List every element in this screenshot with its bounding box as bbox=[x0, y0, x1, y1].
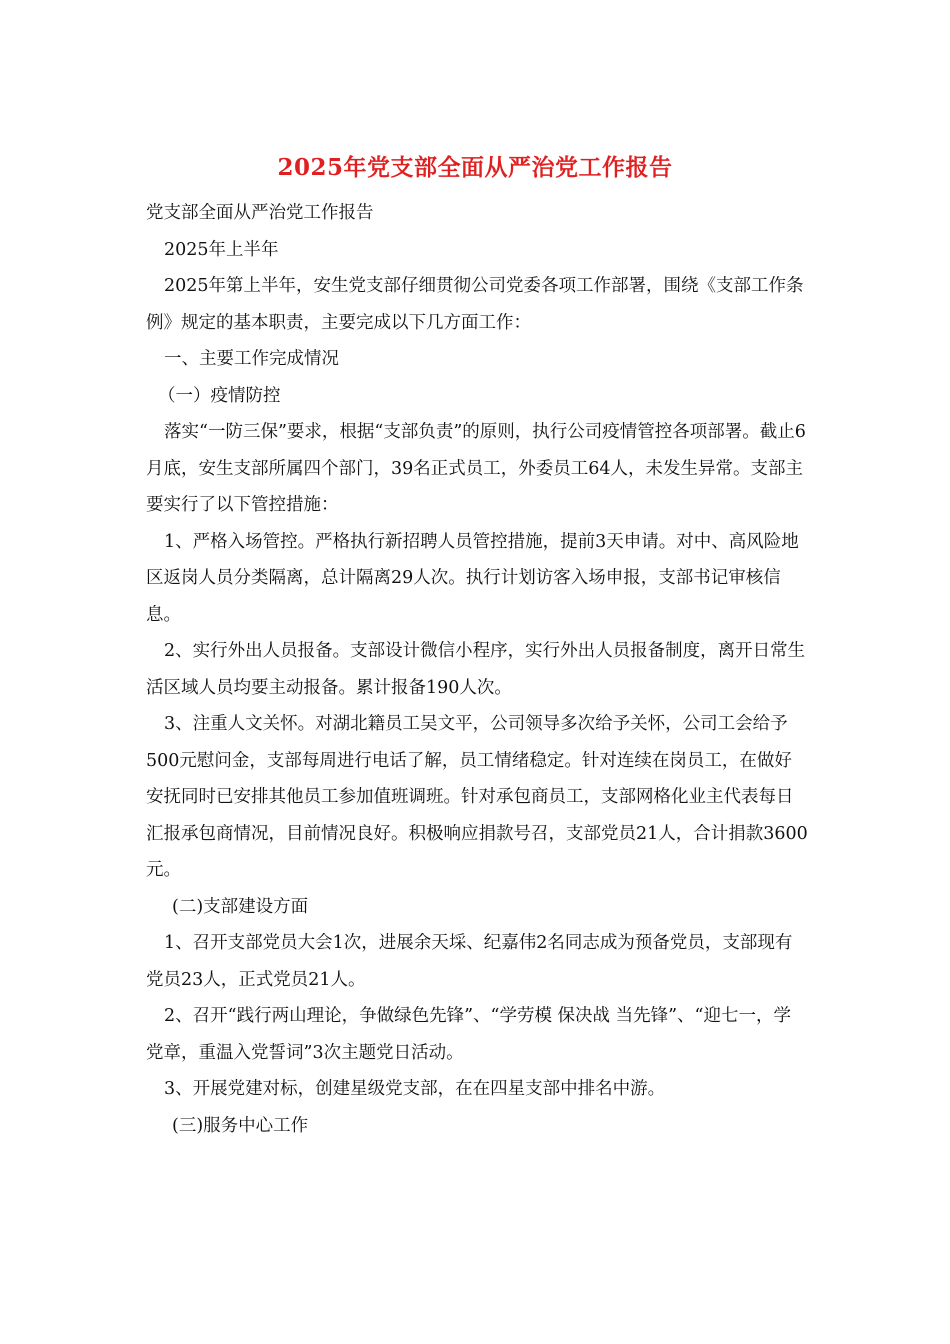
paragraph-building-2: 2、召开“践行两山理论，争做绿色先锋”、“学劳模 保决战 当先锋”、“迎七一，学党章，重温入党誓词”3次主题党日活动。 bbox=[146, 1006, 791, 1063]
heading-subsection-1: （一）疫情防控 bbox=[158, 385, 281, 406]
paragraph-measure-1: 1、严格入场管控。严格执行新招聘人员管控措施，提前3天申请。对中、高风险地区返岗人员分类隔离，总计隔离29人次。执行计划访客入场申报，支部书记审核信息。 bbox=[146, 531, 799, 625]
paragraph-epidemic-control: 落实“一防三保”要求，根据“支部负责”的原则，执行公司疫情管控各项部署。截止6月底，安生支部所属四个部门，39名正式员工，外委员工64人，未发生异常。支部主要实行了以下管控措施： bbox=[146, 422, 806, 515]
paragraph-building-3: 3、开展党建对标，创建星级党支部，在在四星支部中排名中游。 bbox=[164, 1079, 666, 1099]
document-title: 2025年党支部全面从严治党工作报告 bbox=[277, 154, 673, 181]
paragraph-subtitle: 党支部全面从严治党工作报告 bbox=[146, 203, 374, 223]
document-body bbox=[146, 195, 808, 1144]
paragraph-period: 2025年上半年 bbox=[164, 239, 279, 260]
paragraph-intro: 2025年第上半年，安生党支部仔细贯彻公司党委各项工作部署，围绕《支部工作条例》规定的基本职责，主要完成以下几方面工作： bbox=[146, 276, 804, 333]
paragraph-building-1: 1、召开支部党员大会1次，进展余天埰、纪嘉伟2名同志成为预备党员，支部现有党员23人，正式党员21人。 bbox=[146, 933, 793, 990]
heading-section-1: 一、主要工作完成情况 bbox=[164, 349, 339, 369]
paragraph-measure-3: 3、注重人文关怀。对湖北籍员工吴文平，公司领导多次给予关怀，公司工会给予500元慰问金，支部每周进行电话了解，员工情绪稳定。针对连续在岗员工，在做好安抚同时已安排其他员工参加值班调班。针对承包商员工，支部网格化业主代表每日汇报承包商情况，目前情况良好。积极响应捐款号召，支部党员21人，合计捐款3600元。 bbox=[146, 714, 808, 880]
heading-subsection-3: (三)服务中心工作 bbox=[172, 1115, 309, 1136]
heading-subsection-2: (二)支部建设方面 bbox=[172, 896, 309, 917]
paragraph-measure-2: 2、实行外出人员报备。支部设计微信小程序，实行外出人员报备制度，离开日常生活区域人员均要主动报备。累计报备190人次。 bbox=[146, 641, 806, 698]
